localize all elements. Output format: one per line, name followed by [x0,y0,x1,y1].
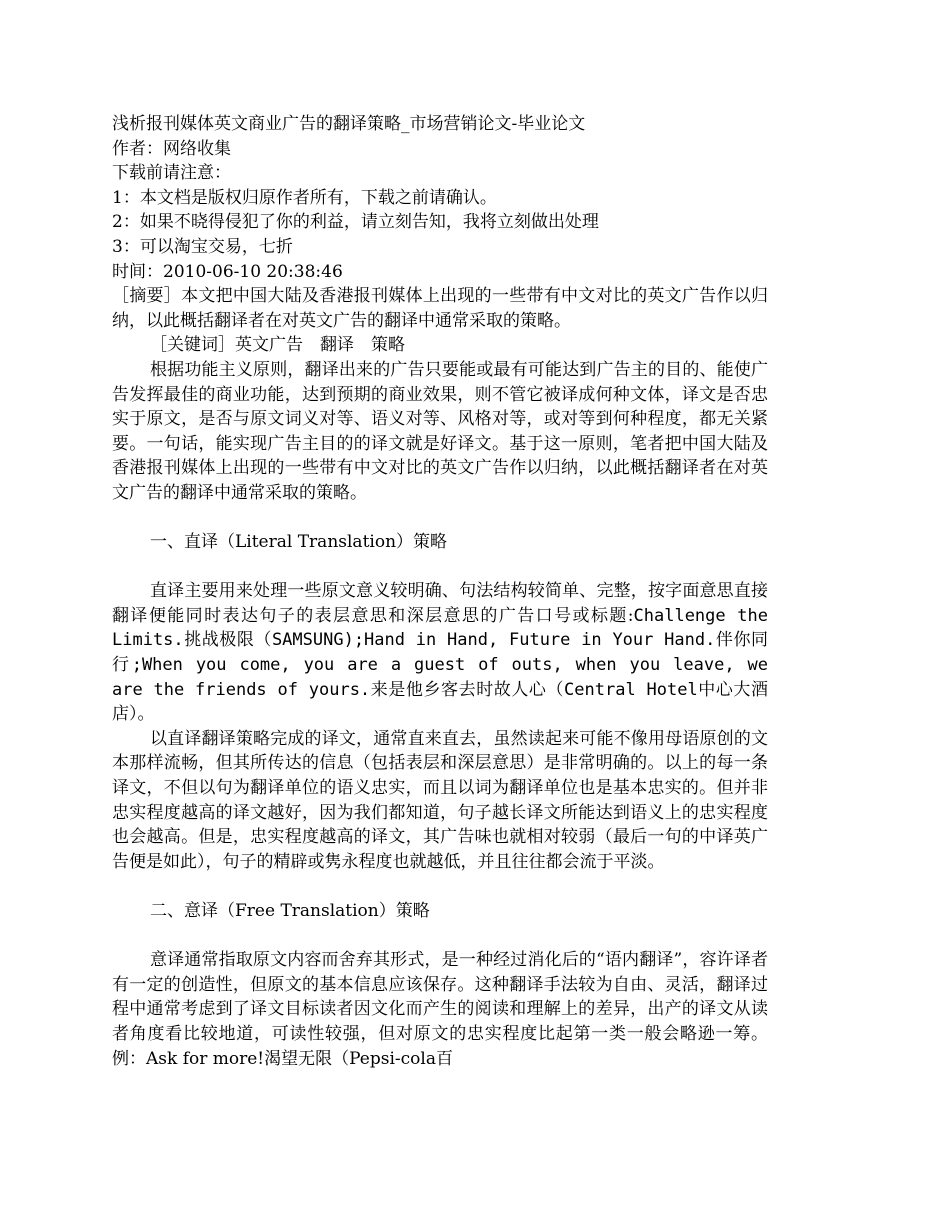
keywords-line: ［关键词］英文广告 翻译 策略 [150,335,405,356]
section-heading-literal: 一、直译（Literal Translation）策略 [150,532,448,553]
abstract-paragraph: ［摘要］本文把中国大陆及香港报刊媒体上出现的一些带有中文对比的英文广告作以归纳，以此概括翻译者在对英文广告的翻译中通常采取的策略。 [112,286,768,331]
document-title: 浅析报刊媒体英文商业广告的翻译策略_市场营销论文-毕业论文 [112,114,586,134]
section-heading-free: 二、意译（Free Translation）策略 [150,901,430,921]
notice-item-2: 2：如果不晓得侵犯了你的利益，请立刻告知，我将立刻做出处理 [112,212,599,233]
literal-examples: Challenge the Limits.挑战极限（SAMSUNG);Hand in Hand, Future in Your Hand.伴你同行;When you come, you are a guest of outs, when you leave, we are the friends of yours.来是他乡客去时故人心（Central Hotel中心大酒店）。 [112,605,768,725]
timestamp: 时间：2010-06-10 20:38:46 [112,261,343,282]
author-line: 作者：网络收集 [112,138,231,159]
document-page [112,112,768,1071]
notice-item-1: 1：本文档是版权归原作者所有，下载之前请确认。 [112,187,497,208]
intro-paragraph: 根据功能主义原则，翻译出来的广告只要能或最有可能达到广告主的目的、能使广告发挥最佳的商业功能，达到预期的商业效果，则不管它被译成何种文体，译文是否忠实于原文，是否与原文词义对等、语义对等、风格对等，或对等到何种程度，都无关紧要。一句话，能实现广告主目的的译文就是好译文。基于这一原则，笔者把中国大陆及香港报刊媒体上出现的一些带有中文对比的英文广告作以归纳，以此概括翻译者在对英文广告的翻译中通常采取的策略。 [112,359,768,503]
notice-heading: 下载前请注意： [112,163,231,184]
literal-paragraph-1 [112,579,768,727]
literal-paragraph-2: 以直译翻译策略完成的译文，通常直来直去，虽然读起来可能不像用母语原创的文本那样流畅，但其所传达的信息（包括表层和深层意思）是非常明确的。以上的每一条译文，不但以句为翻译单位的语义忠实，而且以词为翻译单位也是基本忠实的。但并非忠实程度越高的译文越好，因为我们都知道，句子越长译文所能达到语义上的忠实程度也会越高。但是，忠实程度越高的译文，其广告味也就相对较弱（最后一句的中译英广告便是如此），句子的精辟或隽永程度也就越低，并且往往都会流于平淡。 [112,728,768,872]
literal-paragraph-1-text: 直译主要用来处理一些原文意义较明确、句法结构较简单、完整，按字面意思直接翻译便能同时表达句子的表层意思和深层意思的广告口号或标题: [112,581,768,626]
notice-item-3: 3：可以淘宝交易，七折 [112,236,293,257]
free-paragraph-1: 意译通常指取原文内容而舍弃其形式，是一种经过消化后的“语内翻译”，容许译者有一定的创造性，但原文的基本信息应该保存。这种翻译手法较为自由、灵活，翻译过程中通常考虑到了译文目标读者因文化而产生的阅读和理解上的差异，出产的译文从读者角度看比较地道，可读性较强，但对原文的忠实程度比起第一类一般会略逊一筹。例：Ask for more!渴望无限（Pepsi-cola百 [112,950,768,1069]
